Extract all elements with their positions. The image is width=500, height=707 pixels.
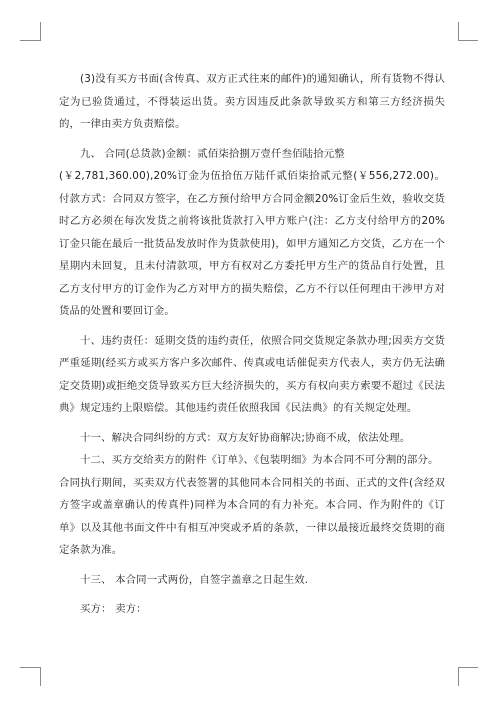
clause-9-heading: 九、 合同(总货款)金额：贰佰柒拾捌万壹仟叁佰陆拾元整 [80, 147, 345, 160]
clause-12-attachments: 十二、买方交给卖方的附件《订单》、《包装明细》为本合同不可分割的部分。 [80, 454, 439, 466]
clause-11-disputes: 十一、解决合同纠纷的方式：双方友好协商解决;协商不成，依法处理。 [80, 431, 411, 444]
crop-mark-bottom-right [458, 667, 459, 686]
clause-9-body: (￥2,781,360.00),20%订金为伍拾伍万陆仟贰佰柒拾贰元整(￥556,272.00)。付款方式：合同双方签字，在乙方预付给甲方合同金额20%订金后生效，验收交货时乙方必须在每次发货之前将该批货款打入甲方账户(注：乙方支付给甲方的20%订金只能在最后一批货品发放时作为货款使用)，如甲方通知乙方交货，乙方在一个星期内未回复，且未付清款项，甲方有权对乙方委托甲方生产的货品自行处置，且乙方支付甲方的订金作为乙方对甲方的损失赔偿，乙方不行以任何理由干涉甲方对货品的处置和要回订金。 [59, 170, 445, 317]
crop-mark-top-right [458, 22, 459, 41]
clause-13-effective: 十三、 本合同一式两份，自签字盖章之日起生效. [80, 573, 309, 586]
clause-10-liability: 十、违约责任：延期交货的违约责任，依照合同交货规定条款办理;因卖方交货严重延期(经买方或买方客户多次邮件、传真或电话催促卖方代表人，卖方仍无法确定交货期)或拒绝交货导致买方巨大经济损失的，买方有权向卖方索要不超过《民法典》规定违约上限赔偿。其他违约责任依照我国《民法典》的有关规定处理。 [59, 334, 445, 414]
clause-12-body: 合同执行期间，买卖双方代表签署的其他同本合同相关的书面、正式的文件(含经双方签字或盖章确认的传真件)同样为本合同的有力补充。本合同、作为附件的《订单》以及其他书面文件中有相互冲突或矛盾的条款，一律以最接近最终交货期的商定条款为准。 [59, 476, 445, 556]
crop-mark-top-left [20, 40, 40, 41]
document-body [59, 68, 445, 621]
crop-mark-top-right [458, 40, 478, 41]
crop-mark-bottom-left [40, 667, 41, 686]
clause-inspection-note: (3)没有买方书面(含传真、双方正式往来的邮件)的通知确认，所有货物不得认定为已验货通过，不得装运出货。卖方因违反此条款导致买方和第三方经济损失的，一律由卖方负责赔偿。 [59, 73, 445, 130]
crop-mark-bottom-right [458, 667, 478, 668]
crop-mark-bottom-left [20, 667, 40, 668]
signature-line: 买方： 卖方： [80, 603, 147, 615]
crop-mark-top-left [40, 22, 41, 41]
